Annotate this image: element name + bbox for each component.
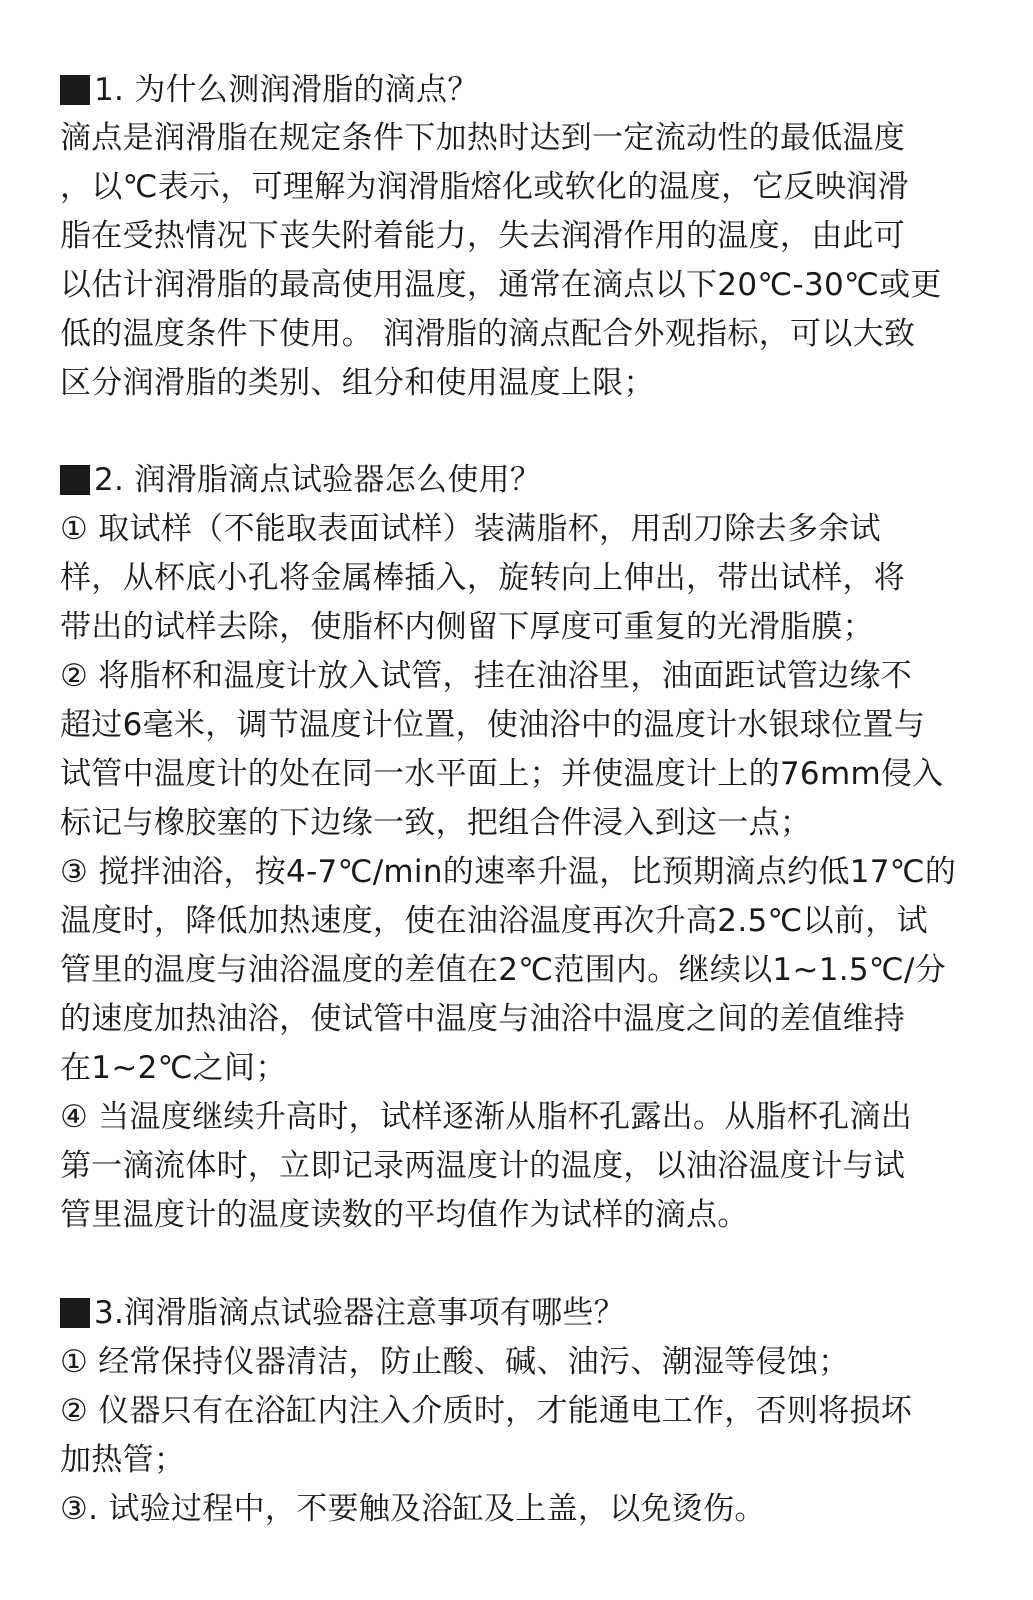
paragraph-line: ④ 当温度继续升高时，试样逐渐从脂杯孔露出。从脂杯孔滴出 xyxy=(60,1099,913,1135)
section-2-title xyxy=(60,456,541,504)
paragraph-line: ② 将脂杯和温度计放入试管，挂在油浴里，油面距试管边缘不 xyxy=(60,658,913,694)
paragraph-line: 超过6毫米，调节温度计位置，使油浴中的温度计水银球位置与 xyxy=(60,707,926,743)
square-bullet-icon xyxy=(60,465,90,495)
section-3-title-text: 3.润滑脂滴点试验器注意事项有哪些？ xyxy=(94,1295,625,1331)
paragraph-line: 管里的温度与油浴温度的差值在2℃范围内。继续以1~1.5℃/分 xyxy=(60,952,947,988)
paragraph-line: 低的温度条件下使用。 润滑脂的滴点配合外观指标，可以大致 xyxy=(60,316,916,352)
section-3-title xyxy=(60,1289,625,1337)
section-1-title xyxy=(60,66,479,114)
paragraph-line: 管里温度计的温度读数的平均值作为试样的滴点。 xyxy=(60,1197,749,1233)
paragraph-line: 样，从杯底小孔将金属棒插入，旋转向上伸出，带出试样，将 xyxy=(60,560,906,596)
section-1-title-text: 1. 为什么测润滑脂的滴点？ xyxy=(94,72,479,108)
section-2-title-text: 2. 润滑脂滴点试验器怎么使用？ xyxy=(94,462,542,498)
paragraph-line: 的速度加热油浴，使试管中温度与油浴中温度之间的差值维持 xyxy=(60,1001,906,1037)
paragraph-line: 滴点是润滑脂在规定条件下加热时达到一定流动性的最低温度 xyxy=(60,120,906,156)
paragraph-line: ① 经常保持仪器清洁，防止酸、碱、油污、潮湿等侵蚀； xyxy=(60,1344,850,1380)
paragraph-line: 试管中温度计的处在同一水平面上；并使温度计上的76mm侵入 xyxy=(60,756,944,792)
square-bullet-icon xyxy=(60,1298,90,1328)
paragraph-line: 在1~2℃之间； xyxy=(60,1050,287,1086)
square-bullet-icon xyxy=(60,75,90,105)
paragraph-line: 区分润滑脂的类别、组分和使用温度上限； xyxy=(60,365,655,401)
paragraph-line: 带出的试样去除，使脂杯内侧留下厚度可重复的光滑脂膜； xyxy=(60,609,874,645)
paragraph-line: 以估计润滑脂的最高使用温度，通常在滴点以下20℃-30℃或更 xyxy=(60,267,942,303)
paragraph-line: ，以℃表示，可理解为润滑脂熔化或软化的温度，它反映润滑 xyxy=(60,169,909,205)
paragraph-line: ③ 搅拌油浴，按4-7℃/min的速率升温，比预期滴点约低17℃的 xyxy=(60,854,957,890)
paragraph-line: ③. 试验过程中，不要触及浴缸及上盖，以免烫伤。 xyxy=(60,1491,766,1527)
paragraph-line: 温度时，降低加热速度，使在油浴温度再次升高2.5℃以前，试 xyxy=(60,903,928,939)
paragraph-line: 第一滴流体时，立即记录两温度计的温度，以油浴温度计与试 xyxy=(60,1148,906,1184)
paragraph-line: 加热管； xyxy=(60,1442,186,1478)
paragraph-line: ① 取试样（不能取表面试样）装满脂杯，用刮刀除去多余试 xyxy=(60,511,881,547)
paragraph-line: ② 仪器只有在浴缸内注入介质时，才能通电工作，否则将损坏 xyxy=(60,1393,913,1429)
paragraph-line: 标记与橡胶塞的下边缘一致，把组合件浸入到这一点； xyxy=(60,805,812,841)
paragraph-line: 脂在受热情况下丧失附着能力，失去润滑作用的温度，由此可 xyxy=(60,218,906,254)
